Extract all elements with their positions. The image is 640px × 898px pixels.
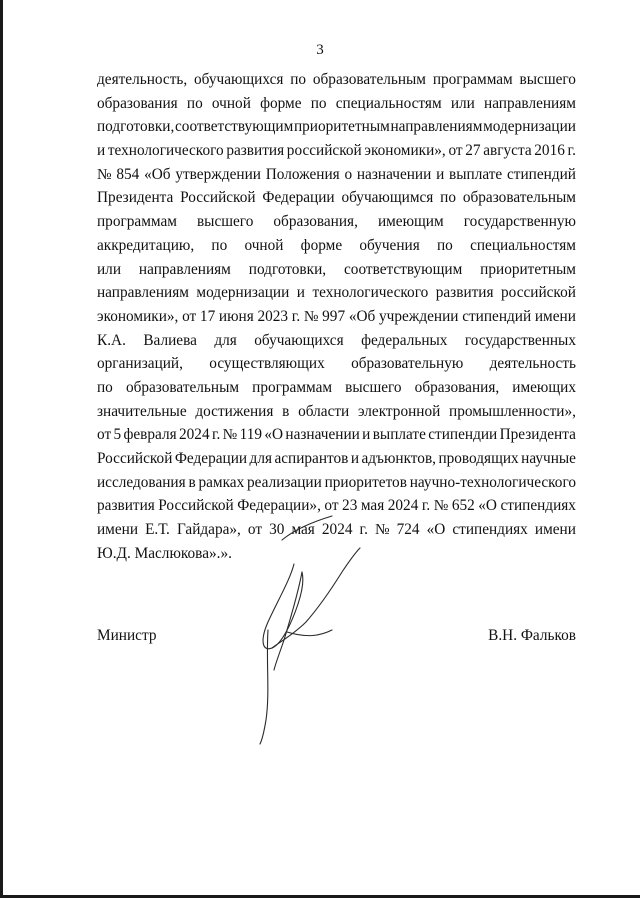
word: 2016 <box>534 142 565 160</box>
word: Федерации», <box>237 497 321 515</box>
word: значительные <box>97 402 187 420</box>
word: подготовки, <box>248 260 327 278</box>
word: направлениям <box>97 284 189 302</box>
word: научные <box>521 450 576 467</box>
word: г. <box>421 497 431 515</box>
word: учреждении <box>379 307 459 325</box>
word: по <box>436 236 453 254</box>
word: подготовки, <box>97 118 175 136</box>
handwritten-signature <box>232 502 372 747</box>
text-line <box>97 471 576 495</box>
text-line <box>97 186 576 210</box>
word: стипендий <box>462 307 532 325</box>
word: электронной <box>357 402 441 420</box>
word: по <box>97 378 113 396</box>
word: «О <box>426 521 446 539</box>
word: назначении <box>285 426 360 444</box>
word: рамках <box>198 473 245 491</box>
word: стипендии <box>428 426 498 444</box>
text-line <box>97 329 576 353</box>
word: высшего <box>345 378 402 396</box>
word: обучения <box>359 236 420 254</box>
text-line <box>97 376 576 400</box>
word: Российской <box>158 497 234 515</box>
word: программам <box>432 71 513 88</box>
word: приоритетов <box>324 473 407 491</box>
word: для <box>214 331 237 349</box>
word: приоритетным <box>480 260 576 278</box>
word: стипендиях <box>500 497 576 515</box>
text-line <box>97 163 576 187</box>
text-line <box>97 258 576 282</box>
word: экономики», <box>97 307 179 325</box>
word: реализации <box>247 473 322 491</box>
text-line <box>97 68 576 92</box>
word: обучающихся <box>254 331 344 349</box>
word: № <box>97 165 112 183</box>
word: Гайдара», <box>176 521 241 539</box>
word: 854 <box>116 165 140 183</box>
word: российской <box>501 284 576 302</box>
word: очной <box>211 94 251 112</box>
word: выплате <box>449 165 503 183</box>
word: № <box>303 307 319 325</box>
word: и <box>350 450 360 467</box>
word: обучающимся <box>341 189 434 207</box>
word: соответствующим <box>344 260 463 278</box>
word: высшего <box>196 213 254 231</box>
word: 30 <box>269 521 285 539</box>
word: научно-технологического <box>409 473 576 491</box>
word: Валиева <box>143 331 197 349</box>
word: или <box>97 260 122 278</box>
word: области <box>298 402 350 420</box>
word: назначении <box>356 165 432 183</box>
word: и <box>362 426 371 444</box>
word: Федерации <box>262 189 335 207</box>
word: стипендиях <box>452 521 528 539</box>
word: образовательную <box>351 355 464 373</box>
signature-block <box>97 626 576 646</box>
word: по <box>290 71 307 88</box>
word: 2024 <box>387 497 419 515</box>
word: «О <box>478 497 497 515</box>
word: развития <box>226 142 285 160</box>
word: имени <box>97 521 139 539</box>
word: федеральных <box>361 331 448 349</box>
word: образования, <box>273 213 358 231</box>
word: о <box>344 165 353 183</box>
word: форме <box>300 236 343 254</box>
word: имени <box>534 307 576 325</box>
word: по <box>211 236 228 254</box>
word: 724 <box>396 521 420 539</box>
word: развития <box>435 284 494 302</box>
word: от <box>247 521 263 539</box>
word: от <box>182 307 197 325</box>
word: модернизации <box>196 284 290 302</box>
word: и <box>97 142 106 160</box>
word: осуществляющих <box>209 355 325 373</box>
word: Российской <box>180 189 256 207</box>
word: Е.Т. <box>145 521 170 539</box>
word: адъюнктов, <box>361 450 436 467</box>
text-line <box>97 305 576 329</box>
word: г. <box>359 521 368 539</box>
word: 17 <box>199 307 216 325</box>
word: промышленности», <box>449 402 576 420</box>
word: «О <box>264 426 284 444</box>
word: специальностям <box>335 94 442 112</box>
text-line <box>97 92 576 116</box>
word: «Об <box>348 307 376 325</box>
word: аккредитацию, <box>97 236 195 254</box>
word: мая <box>291 521 315 539</box>
word: обучающихся <box>194 71 284 88</box>
word: направлениям <box>390 118 483 136</box>
word: приоритетным <box>293 118 390 136</box>
word: имени <box>534 521 576 539</box>
word: февраля <box>123 426 177 444</box>
word: по <box>440 189 457 207</box>
word: утверждении <box>175 165 261 183</box>
text-line <box>97 447 576 471</box>
word: Президента <box>499 426 576 444</box>
word: 997 <box>322 307 346 325</box>
scan-edge-left <box>0 0 3 898</box>
word: форме <box>260 94 302 112</box>
word: 27 <box>465 142 481 160</box>
word: модернизации <box>483 118 576 136</box>
word: достижения <box>195 402 274 420</box>
word: Положения <box>265 165 340 183</box>
word: Федерации <box>174 450 248 467</box>
word: деятельность, <box>97 71 188 88</box>
word: 23 <box>342 497 358 515</box>
text-line <box>97 400 576 424</box>
word: имеющих <box>512 378 576 396</box>
word: Ю.Д. Маслюкова».». <box>97 544 232 562</box>
word: Российской <box>97 450 173 467</box>
word: направлениям <box>138 260 231 278</box>
word: российской <box>286 142 362 160</box>
text-line <box>97 423 576 447</box>
word: направлениям <box>484 94 576 112</box>
word: мая <box>360 497 385 515</box>
text-line <box>97 115 576 139</box>
word: по <box>186 94 203 112</box>
word: 652 <box>451 497 475 515</box>
word: или <box>450 94 475 112</box>
word: для <box>249 450 272 467</box>
word: исследования <box>97 473 186 491</box>
word: образовательным <box>462 189 576 207</box>
word: развития <box>97 497 155 515</box>
text-line <box>97 234 576 258</box>
word: 119 <box>239 426 262 444</box>
word: 5 <box>113 426 122 444</box>
word: выплате <box>372 426 426 444</box>
word: № <box>374 521 390 539</box>
word: очной <box>244 236 284 254</box>
word: технологического <box>107 142 224 160</box>
word: высшего <box>519 71 576 88</box>
word: «Об <box>144 165 171 183</box>
word: от <box>324 497 339 515</box>
word: деятельность <box>489 355 576 373</box>
word: 2023 <box>257 307 289 325</box>
word: образовательным <box>312 71 426 88</box>
signatory-name: В.Н. Фальков <box>488 627 576 644</box>
word: г. <box>567 142 576 160</box>
word: № <box>433 497 449 515</box>
word: от <box>97 426 112 444</box>
word: соответствующим <box>175 118 294 136</box>
word: 2024 <box>179 426 210 444</box>
word: № <box>222 426 238 444</box>
word: от <box>448 142 463 160</box>
word: по <box>310 94 327 112</box>
word: образования <box>97 94 178 112</box>
text-line <box>97 139 576 163</box>
position-title: Министр <box>97 627 157 644</box>
word: г. <box>291 307 301 325</box>
word: Президента <box>97 189 174 207</box>
document-body-text <box>97 68 576 565</box>
word: имеющим <box>377 213 444 231</box>
word: программам <box>97 213 177 231</box>
word: в <box>188 473 196 491</box>
word: экономики», <box>364 142 446 160</box>
word: организаций, <box>97 355 183 373</box>
word: стипендий <box>507 165 576 183</box>
text-line <box>97 210 576 234</box>
word: технологического <box>312 284 429 302</box>
word: проводящих <box>438 450 519 467</box>
word: 2024 <box>321 521 353 539</box>
word: государственную <box>463 213 576 231</box>
text-line <box>97 281 576 305</box>
text-line <box>97 352 576 376</box>
word: образования, <box>414 378 500 396</box>
word: аспирантов <box>274 450 349 467</box>
word: программам <box>252 378 333 396</box>
word: июня <box>218 307 254 325</box>
word: г. <box>211 426 221 444</box>
word: и <box>296 284 305 302</box>
word: августа <box>483 142 532 160</box>
word: и <box>436 165 445 183</box>
word: образовательным <box>125 378 240 396</box>
word: в <box>282 402 290 420</box>
word: специальностям <box>470 236 576 254</box>
page-number: 3 <box>316 42 324 58</box>
word: К.А. <box>97 331 126 349</box>
word: государственных <box>464 331 576 349</box>
